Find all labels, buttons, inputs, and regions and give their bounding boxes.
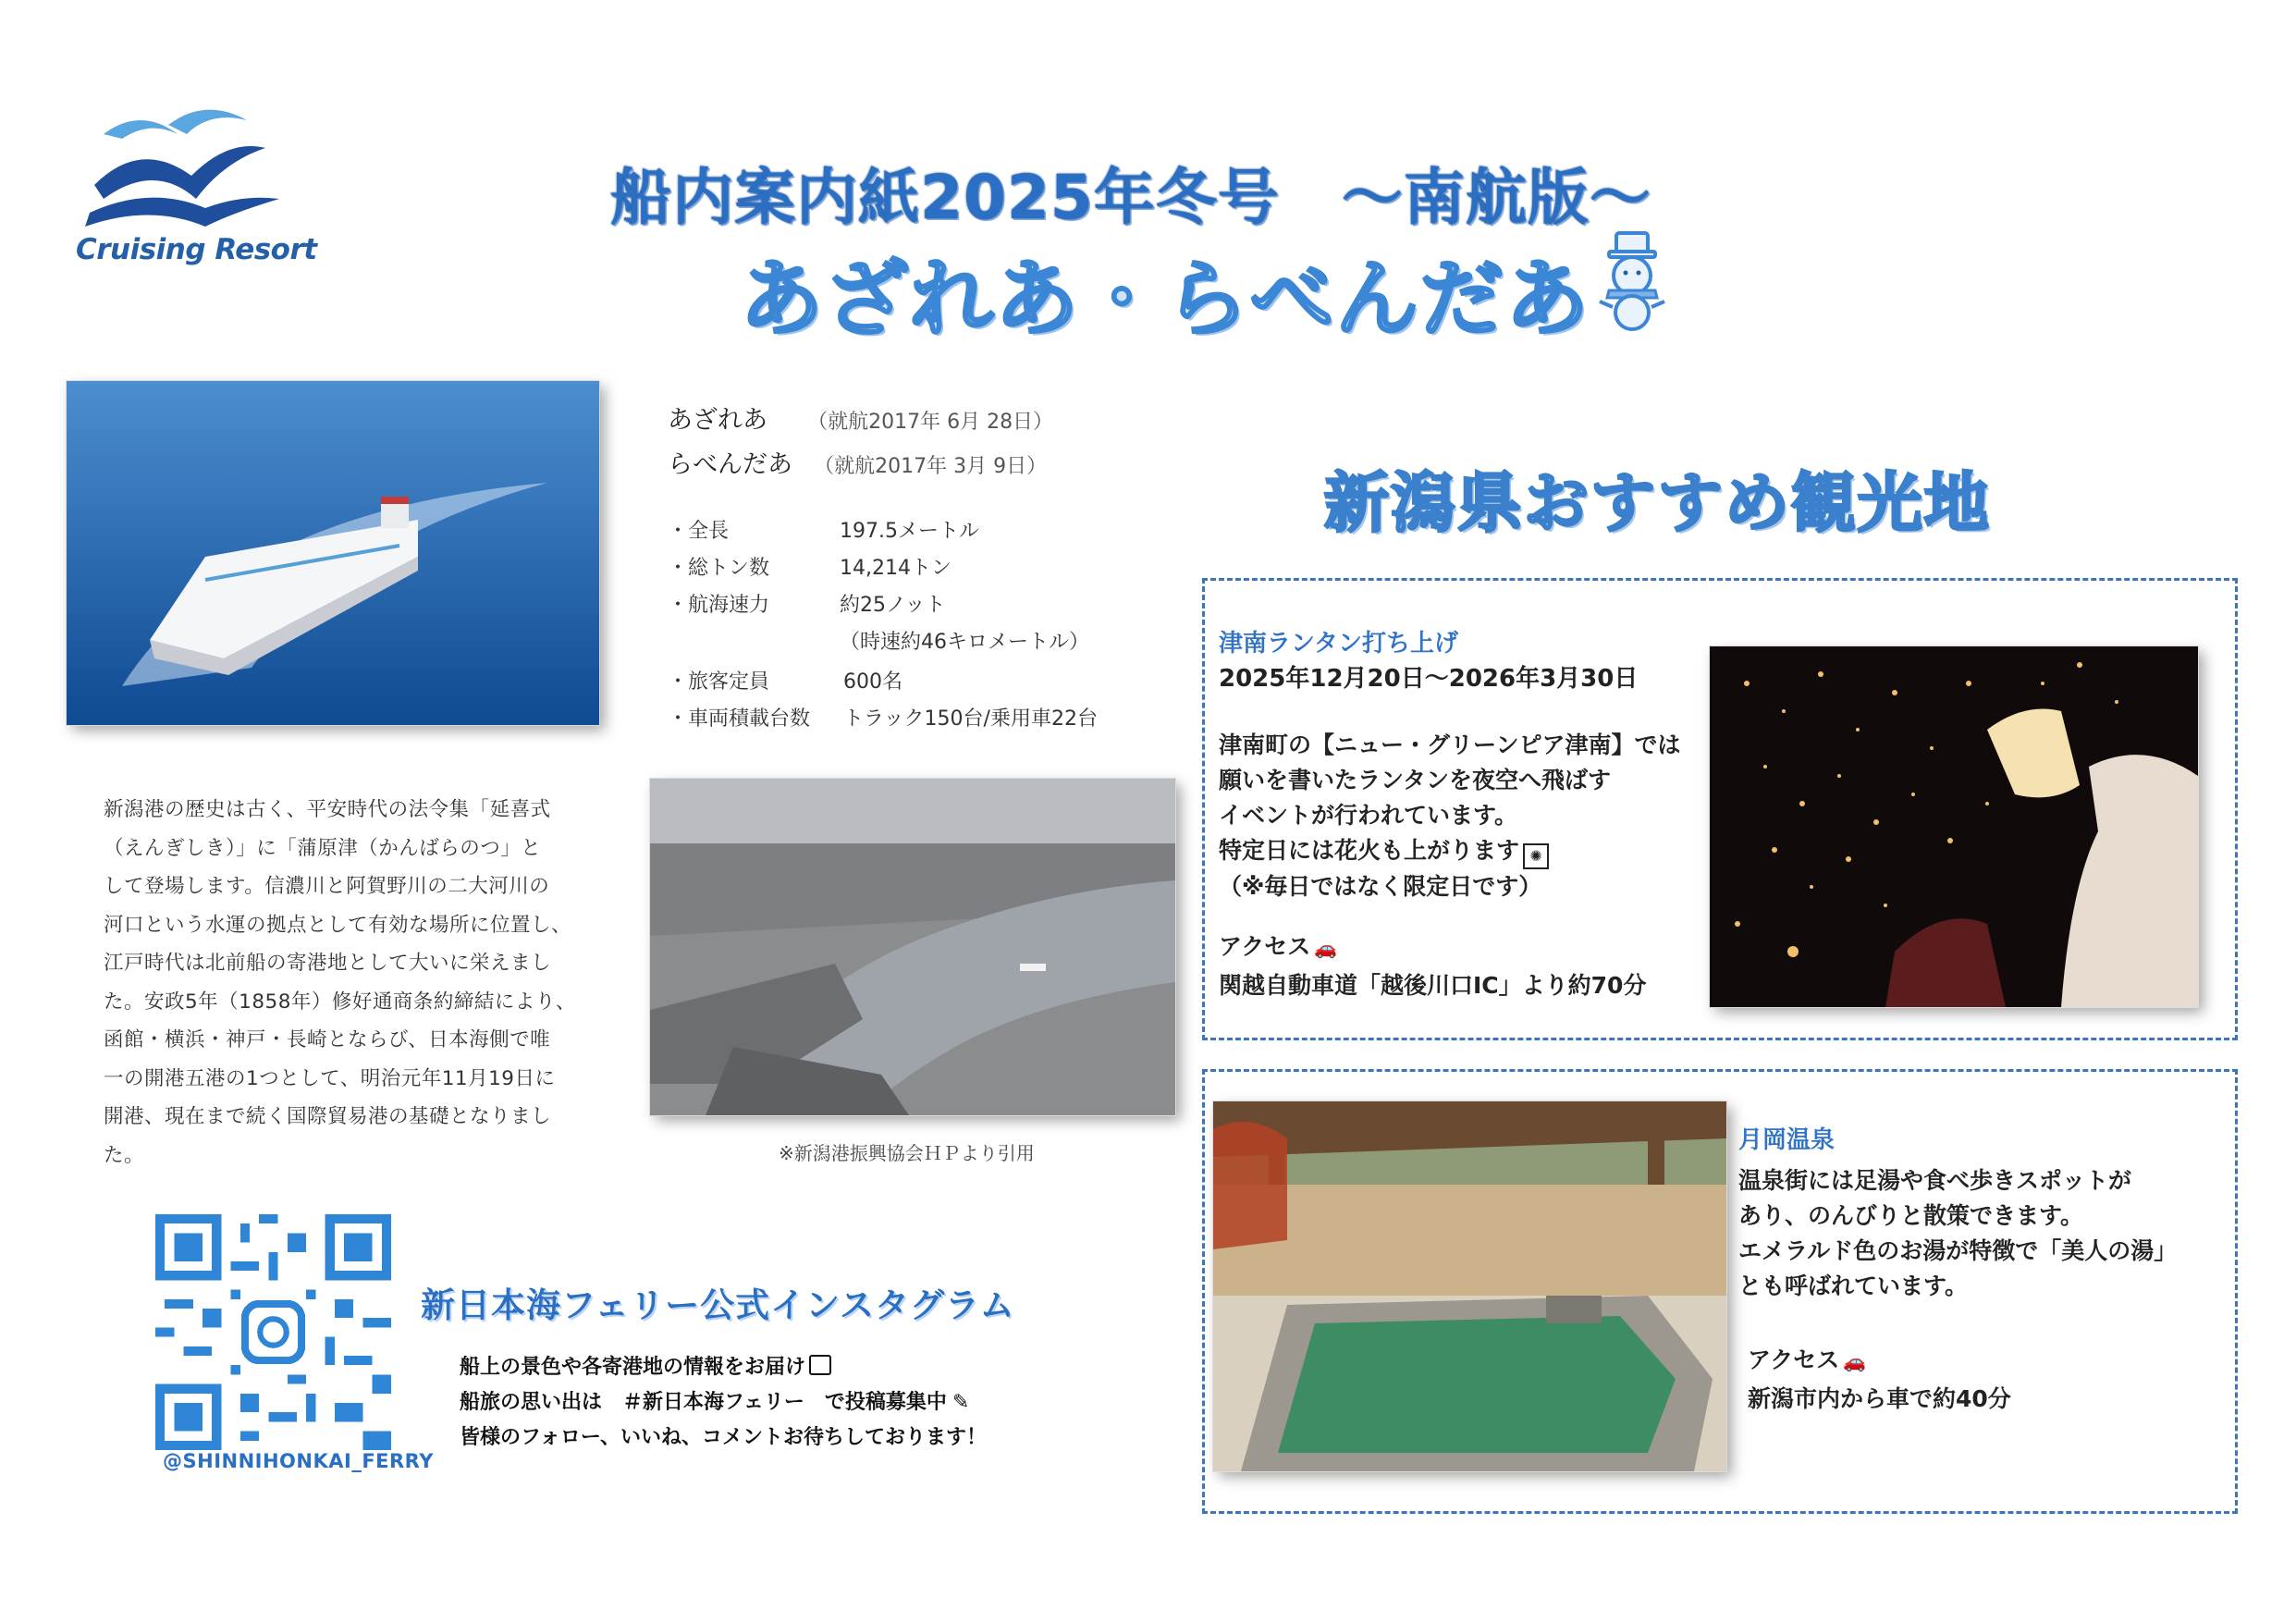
ship-name: らべんだあ xyxy=(668,450,792,479)
access-label: アクセス 🚗 xyxy=(1748,1346,1867,1373)
photo-icon xyxy=(809,1355,831,1375)
instagram-line: 船旅の思い出は ＃新日本海フェリー で投稿募集中 ✎ xyxy=(460,1391,970,1414)
spec-value: （時速約46キロメートル） xyxy=(840,631,1089,654)
fireworks-icon: ✺ xyxy=(1523,843,1549,869)
instagram-line: 皆様のフォロー、いいね、コメントお待ちしております！ xyxy=(460,1426,988,1449)
spot-description xyxy=(1738,1163,2177,1304)
spec-value: 600名 xyxy=(843,670,902,694)
spec-label: ・車両積載台数 xyxy=(668,707,811,731)
spec-value: トラック150台/乗用車22台 xyxy=(843,707,1098,731)
car-icon: 🚗 xyxy=(1314,937,1338,959)
spot-line: 津南町の【ニュー・グリーンピア津南】では xyxy=(1219,732,1681,758)
instagram-line: 船上の景色や各寄港地の情報をお届け xyxy=(460,1351,831,1380)
spec-label: ・航海速力 xyxy=(668,594,770,617)
niigata-port-photo xyxy=(650,779,1175,1115)
logo-text: Cruising Resort xyxy=(76,233,317,266)
tag-icon: ✎ xyxy=(952,1391,970,1414)
history-line: して登場します。信濃川と阿賀野川の二大河川の xyxy=(104,875,550,898)
access-text: 新潟市内から車で約40分 xyxy=(1748,1385,2011,1412)
spot-line: とも呼ばれています。 xyxy=(1738,1273,1969,1299)
spec-label: ・総トン数 xyxy=(668,557,770,580)
spot-line: イベントが行われています。 xyxy=(1219,802,1518,829)
ship-name: あざれあ xyxy=(668,406,767,435)
ship-photo xyxy=(67,381,599,725)
lantern-photo xyxy=(1710,646,2198,1007)
ship-row-2 xyxy=(668,444,1047,480)
ship-date: （就航2017年 3月 9日） xyxy=(814,455,1048,478)
spot-line: 温泉街には足湯や食べ歩きスポットが xyxy=(1738,1167,2132,1194)
history-line: 函館・横浜・神戸・長崎とならび、日本海側で唯 xyxy=(104,1028,551,1051)
spot-line: エメラルド色のお湯が特徴で「美人の湯」 xyxy=(1738,1237,2178,1264)
ship-row-1 xyxy=(668,400,1053,436)
instagram-handle[interactable]: @SHINNIHONKAI_FERRY xyxy=(163,1450,434,1472)
ship-date: （就航2017年 6月 28日） xyxy=(807,411,1054,434)
spec-value: 197.5メートル xyxy=(840,520,979,543)
recommend-title: 新潟県おすすめ観光地 xyxy=(1324,465,1991,541)
snowman-icon xyxy=(1590,229,1674,331)
history-line: た。 xyxy=(104,1143,145,1167)
history-line: 一の開港五港の1つとして、明治元年11月19日に xyxy=(104,1066,556,1090)
spec-value: 約25ノット xyxy=(840,594,946,617)
spot-period: 2025年12月20日～2026年3月30日 xyxy=(1219,665,1639,693)
spot-line: （※毎日ではなく限定日です） xyxy=(1219,873,1542,900)
history-line: 新潟港の歴史は古く、平安時代の法令集「延喜式 xyxy=(104,798,551,821)
instagram-title: 新日本海フェリー公式インスタグラム xyxy=(421,1285,1015,1325)
spot-title: 月岡温泉 xyxy=(1738,1126,1836,1154)
spot-line: あり、のんびりと散策できます。 xyxy=(1738,1202,2084,1229)
history-line: 江戸時代は北前船の寄港地として大いに栄えまし xyxy=(104,952,552,975)
access-text: 関越自動車道「越後川口IC」より約70分 xyxy=(1219,972,1647,999)
access-label: アクセス 🚗 xyxy=(1219,933,1338,960)
history-paragraph xyxy=(104,791,621,1174)
spec-label: ・旅客定員 xyxy=(668,670,770,694)
history-line: 開港、現在まで続く国際貿易港の基礎となりまし xyxy=(104,1105,552,1128)
spot-line: 特定日には花火も上がります ✺ xyxy=(1219,833,1681,869)
history-line: た。安政5年（1858年）修好通商条約締結により、 xyxy=(104,990,576,1014)
instagram-qr-code[interactable] xyxy=(155,1214,391,1450)
spot-description xyxy=(1219,728,1681,904)
spot-line: 願いを書いたランタンを夜空へ飛ばす xyxy=(1219,767,1612,793)
car-icon: 🚗 xyxy=(1843,1350,1867,1372)
history-line: （えんぎしき）」に「蒲原津（かんばらのつ」と xyxy=(104,836,542,860)
spec-label: ・全長 xyxy=(668,520,730,543)
history-line: 河口という水運の拠点として有効な場所に位置し、 xyxy=(104,913,572,937)
sub-title: あざれあ・らべんだあ xyxy=(740,251,1590,348)
onsen-photo xyxy=(1213,1101,1726,1471)
main-title: 船内案内紙2025年冬号 ～南航版～ xyxy=(610,162,1651,233)
photo-credit: ※新潟港振興協会ＨＰより引用 xyxy=(779,1142,1035,1164)
spec-value: 14,214トン xyxy=(840,557,952,580)
spot-title: 津南ランタン打ち上げ xyxy=(1219,630,1458,658)
